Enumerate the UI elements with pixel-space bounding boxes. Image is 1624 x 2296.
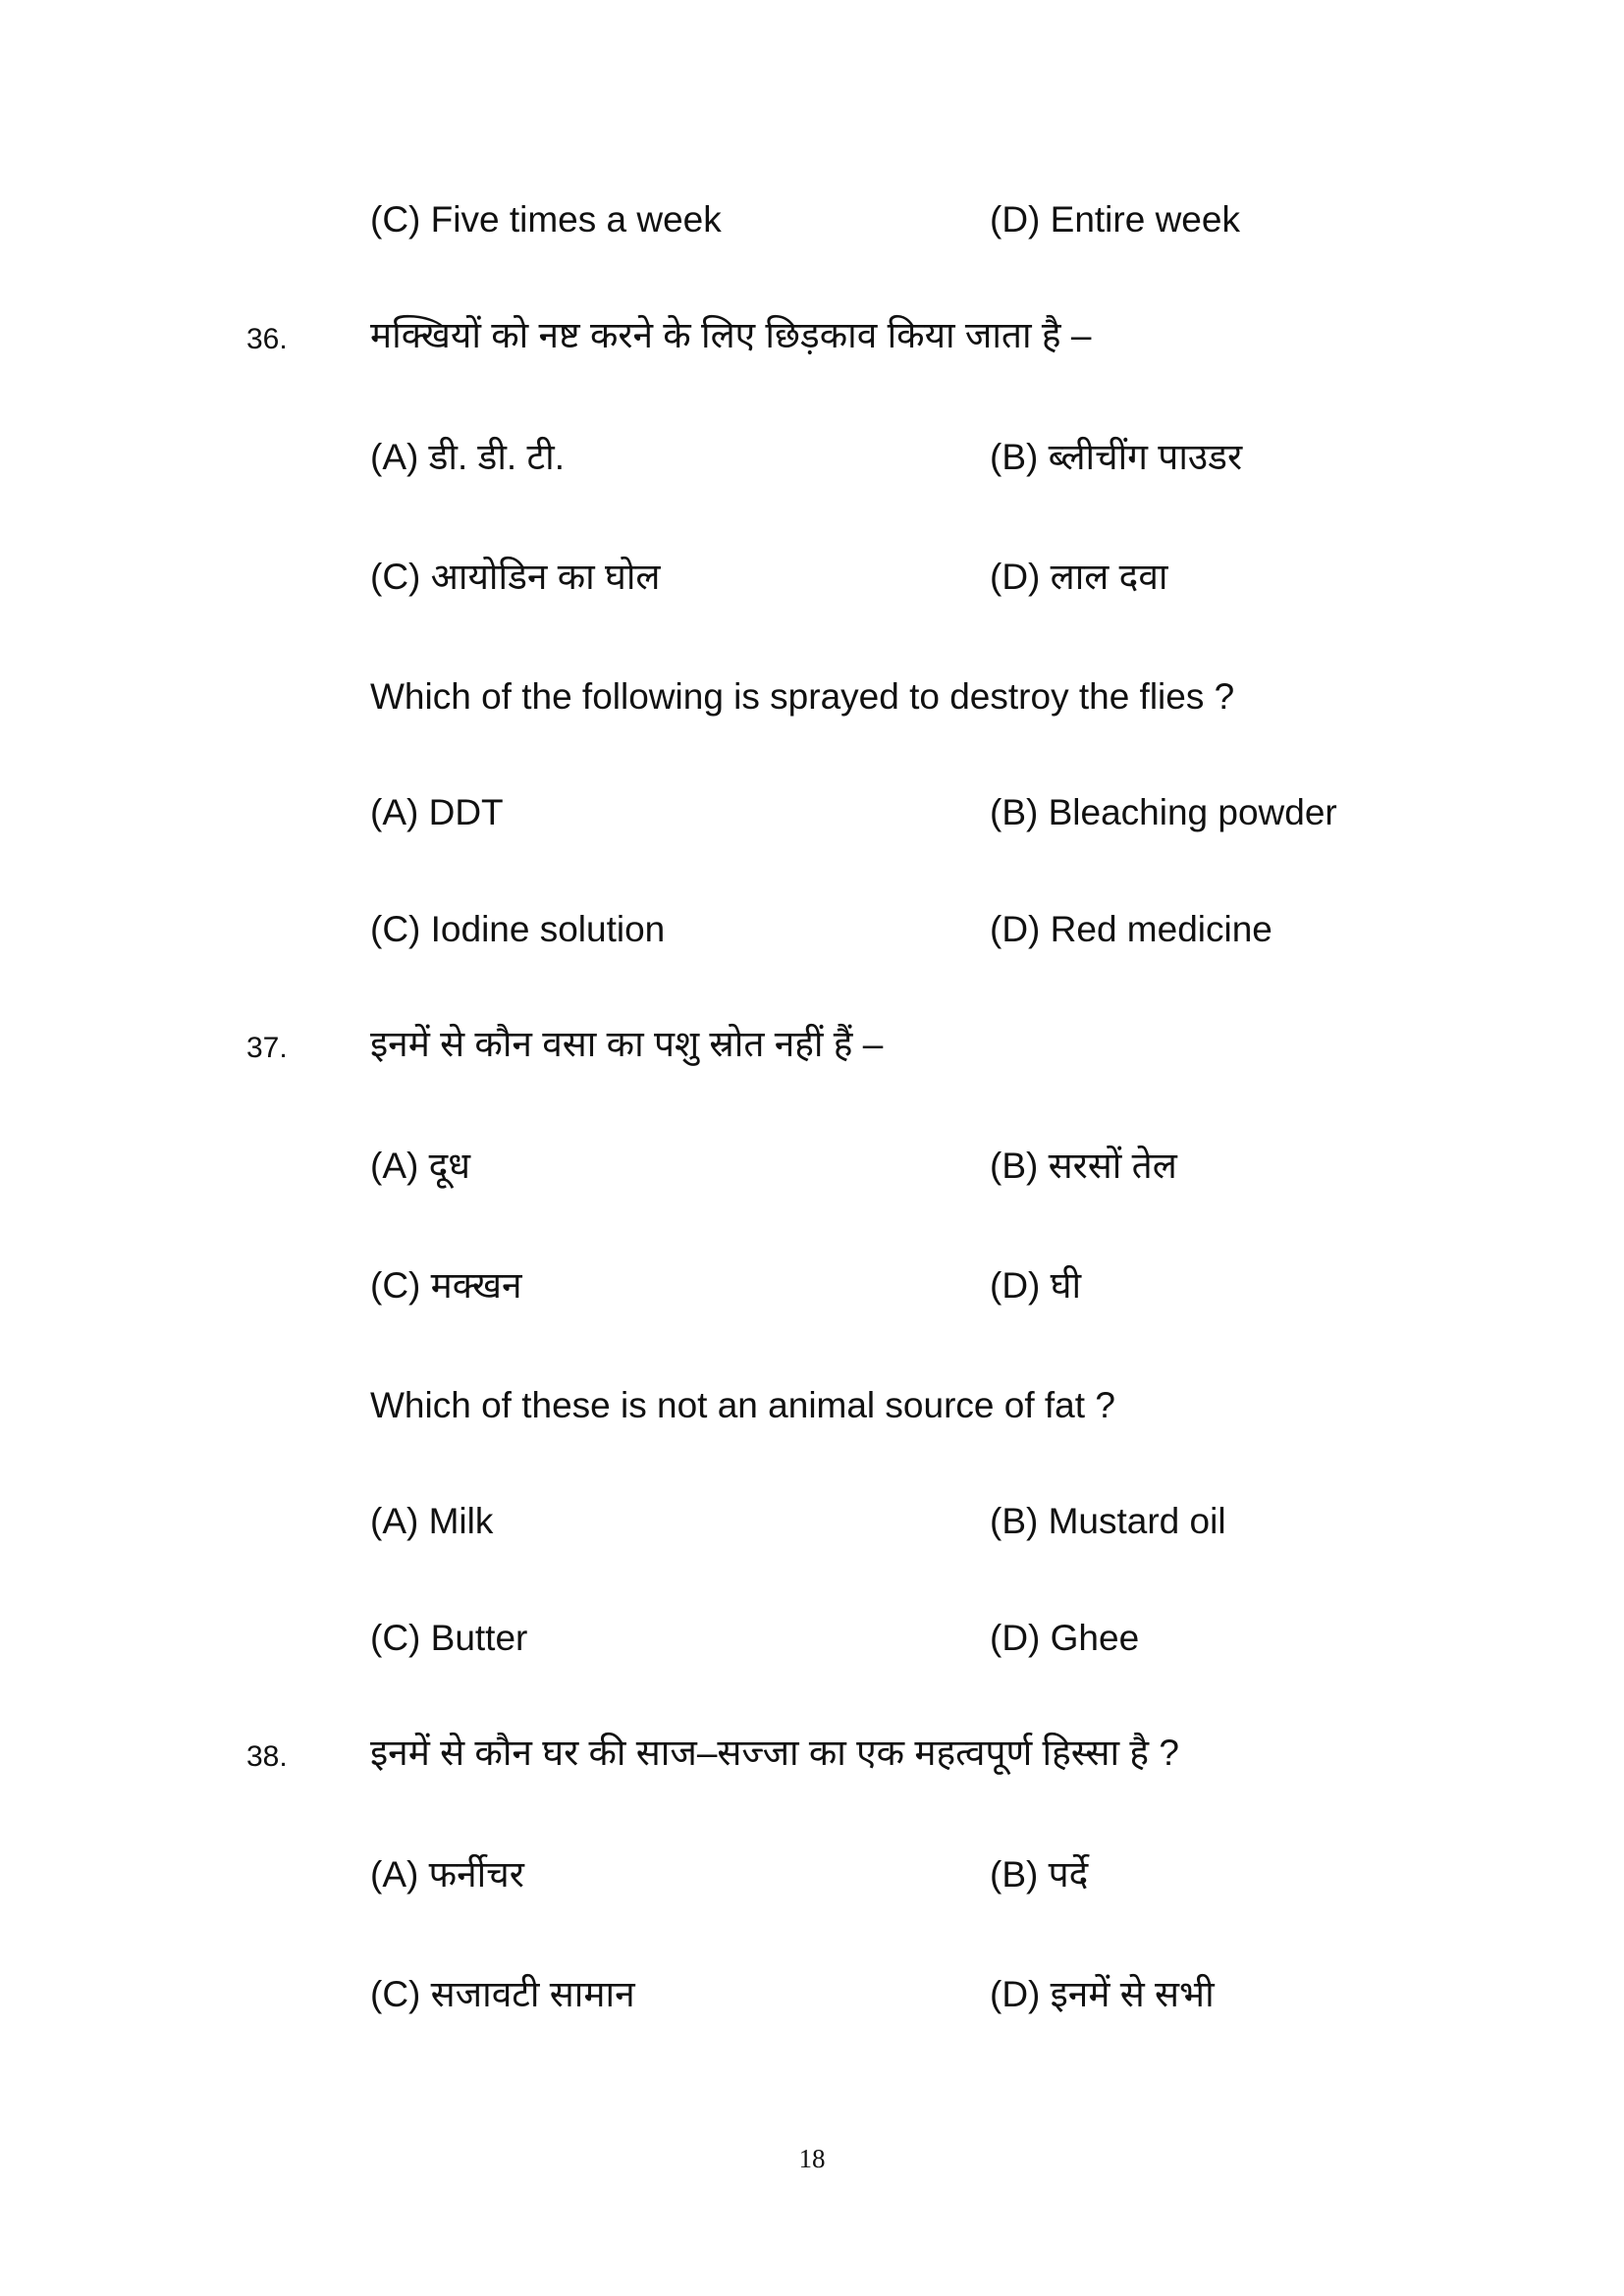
option-d-hindi: (D) लाल दवा (990, 557, 1168, 597)
question-number: 37. (246, 1032, 288, 1064)
option-a-english: (A) DDT (370, 792, 504, 832)
option-c: (C) Five times a week (370, 199, 722, 240)
option-c-hindi: (C) मक्खन (370, 1265, 522, 1306)
option-d-hindi: (D) घी (990, 1265, 1082, 1306)
question-text-hindi: इनमें से कौन घर की साज–सज्जा का एक महत्वपूर्ण हिस्सा है ? (370, 1733, 1179, 1773)
option-b-english: (B) Bleaching powder (990, 792, 1337, 832)
option-d-english: (D) Red medicine (990, 909, 1272, 949)
option-c-hindi: (C) आयोडिन का घोल (370, 557, 661, 597)
option-b-hindi: (B) सरसों तेल (990, 1146, 1177, 1186)
option-c-english: (C) Iodine solution (370, 909, 666, 949)
option-d-english: (D) Ghee (990, 1618, 1140, 1658)
option-a-hindi: (A) दूध (370, 1146, 471, 1186)
question-text-english: Which of these is not an animal source of fat ? (370, 1385, 1115, 1425)
question-number: 38. (246, 1740, 288, 1773)
option-b-hindi: (B) पर्दे (990, 1854, 1089, 1895)
option-a-hindi: (A) फर्नीचर (370, 1854, 524, 1895)
option-c-hindi: (C) सजावटी सामान (370, 1974, 635, 2014)
question-text-hindi: मक्खियों को नष्ट करने के लिए छिड़काव किया जाता है – (370, 315, 1092, 355)
question-text-english: Which of the following is sprayed to destroy the flies ? (370, 676, 1235, 717)
option-d: (D) Entire week (990, 199, 1240, 240)
option-d-hindi: (D) इनमें से सभी (990, 1974, 1215, 2014)
option-c-english: (C) Butter (370, 1618, 528, 1658)
option-b-hindi: (B) ब्लीचींग पाउडर (990, 437, 1243, 477)
page-number: 18 (798, 2144, 826, 2173)
option-b-english: (B) Mustard oil (990, 1501, 1226, 1541)
question-number: 36. (246, 323, 288, 355)
option-a-english: (A) Milk (370, 1501, 494, 1541)
option-a-hindi: (A) डी. डी. टी. (370, 437, 565, 477)
question-text-hindi: इनमें से कौन वसा का पशु स्रोत नहीं हैं – (370, 1024, 884, 1064)
